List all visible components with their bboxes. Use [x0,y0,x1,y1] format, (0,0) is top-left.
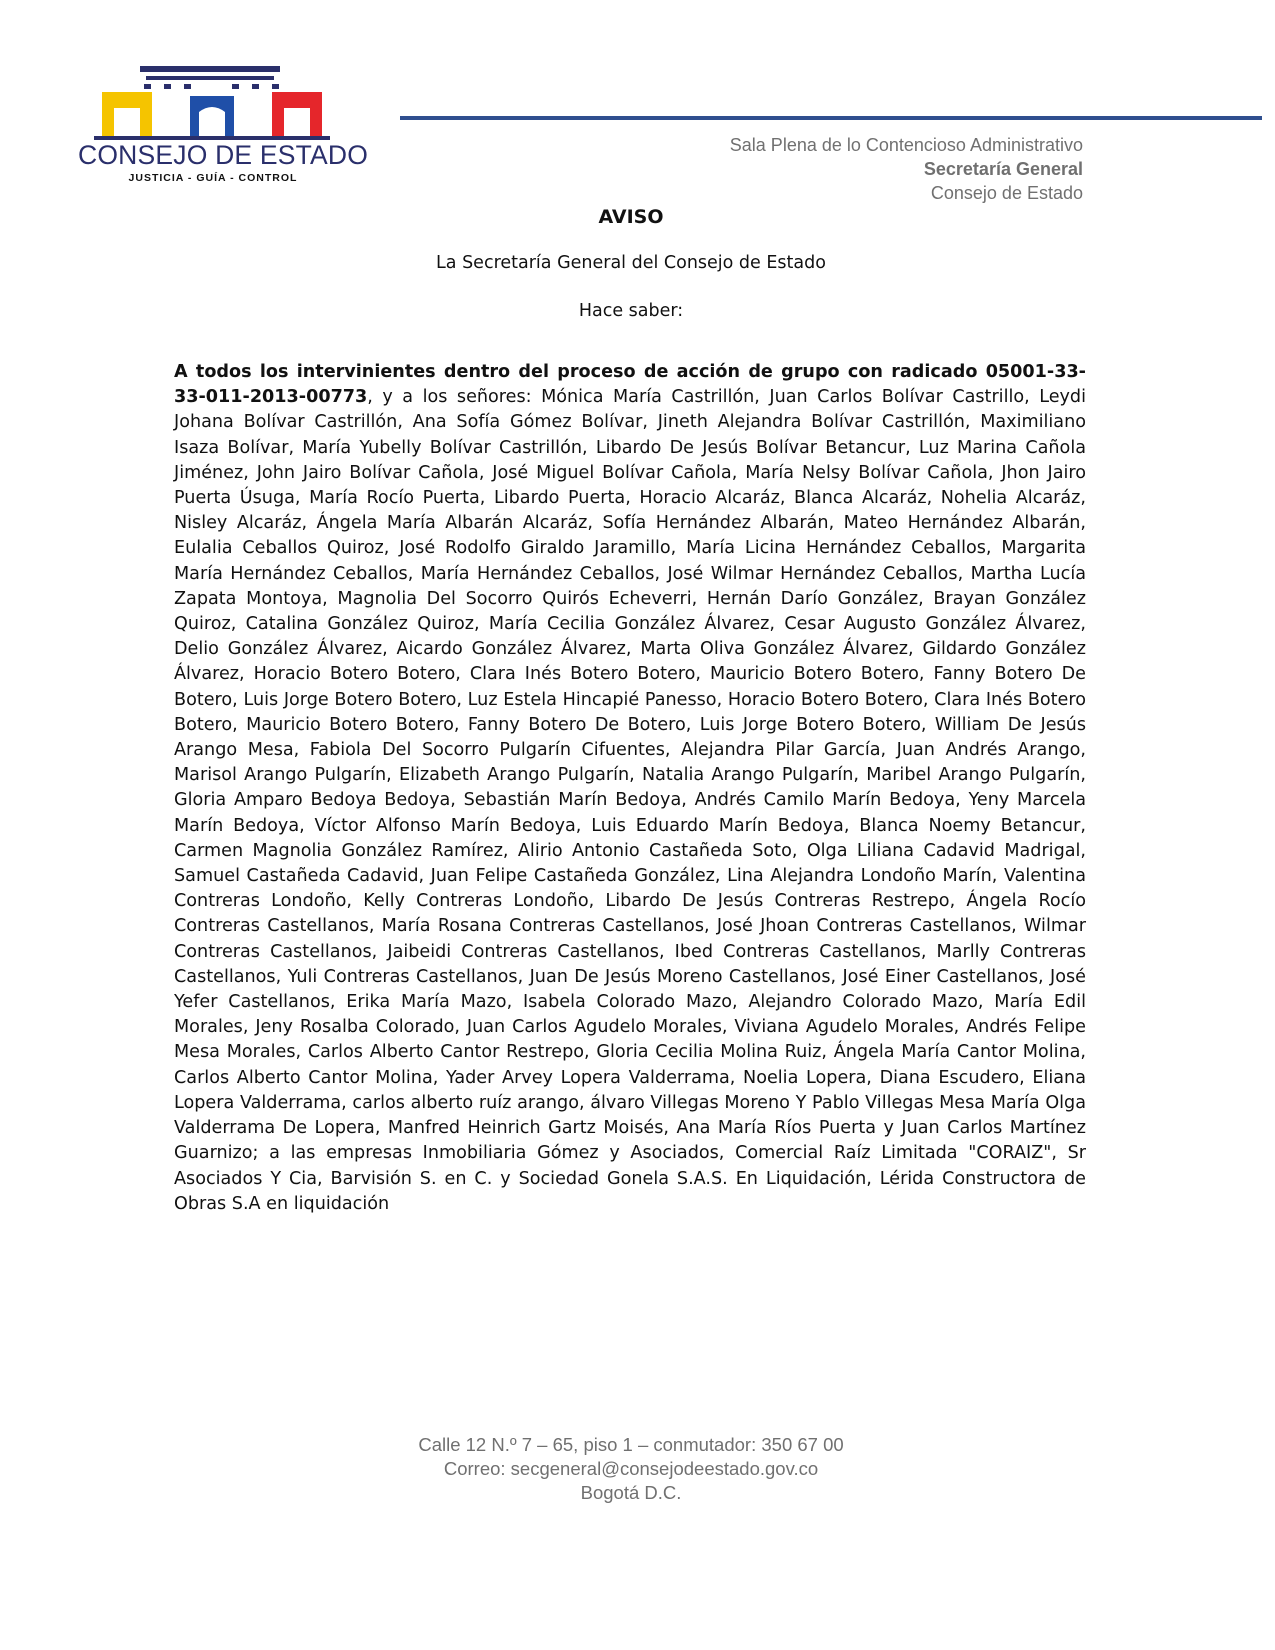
building-emblem-icon [78,66,348,144]
footer-city: Bogotá D.C. [580,1482,682,1503]
notice-body [174,360,1086,1217]
hace-saber-line: Hace saber: [578,301,684,321]
logo-name: CONSEJO DE ESTADO [78,140,369,170]
body-recipients: , y a los señores: Mónica María Castrillón, Juan Carlos Bolívar Castrillo, Leydi Johana Bolívar Castrillón, Ana Sofía Gómez Bolívar, Jineth Alejandra Bolívar Castrillón, Maximiliano Isaza Bolívar, María Yubelly Bolívar Castrillón, Libardo De Jesús Bolívar Betancur, Luz Marina Cañola Jiménez, John Jairo Bolívar Cañola, José Miguel Bolívar Cañola, María Nelsy Bolívar Cañola, Jhon Jairo Puerta Úsuga, María Rocío Puerta, Libardo Puerta, Horacio Alcaráz, Blanca Alcaráz, Nohelia Alcaráz, Nisley Alcaráz, Ángela María Albarán Alcaráz, Sofía Hernández Albarán, Mateo Hernández Albarán, Eulalia Ceballos Quiroz, José Rodolfo Giraldo Jaramillo, María Licina Hernández Ceballos, Margarita María Hernández Ceballos, María Hernández Ceballos, José Wilmar Hernández Ceballos, Martha Lucía Zapata Montoya, Magnolia Del Socorro Quirós Echeverri, Hernán Darío González, Brayan González Quiroz, Catalina González Quiroz, María Cecilia González Álvarez, Cesar Augusto González Álvarez, Delio González Álvarez, Aicardo González Álvarez, Marta Oliva González Álvarez, Gildardo González Álvarez, Horacio Botero Botero, Clara Inés Botero Botero, Mauricio Botero Botero, Fanny Botero De Botero, Luis Jorge Botero Botero, Luz Estela Hincapié Panesso, Horacio Botero Botero, Clara Inés Botero Botero, Mauricio Botero Botero, Fanny Botero De Botero, Luis Jorge Botero Botero, William De Jesús Arango Mesa, Fabiola Del Socorro Pulgarín Cifuentes, Alejandra Pilar García, Juan Andrés Arango, Marisol Arango Pulgarín, Elizabeth Arango Pulgarín, Natalia Arango Pulgarín, Maribel Arango Pulgarín, Gloria Amparo Bedoya Bedoya, Sebastián Marín Bedoya, Andrés Camilo Marín Bedoya, Yeny Marcela Marín Bedoya, Víctor Alfonso Marín Bedoya, Luis Eduardo Marín Bedoya, Blanca Noemy Betancur, Carmen Magnolia González Ramírez, Alirio Antonio Castañeda Soto, Olga Liliana Cadavid Madrigal, Samuel Castañeda Cadavid, Juan Felipe Castañeda González, Lina Alejandra Londoño Marín, Valentina Contreras Londoño, Kelly Contreras Londoño, Libardo De Jesús Contreras Restrepo, Ángela Rocío Contreras Castellanos, María Rosana Contreras Castellanos, José Jhoan Contreras Castellanos, Wilmar Contreras Castellanos, Jaibeidi Contreras Castellanos, Ibed Contreras Castellanos, Marlly Contreras Castellanos, Yuli Contreras Castellanos, Juan De Jesús Moreno Castellanos, José Einer Castellanos, José Yefer Castellanos, Erika María Mazo, Isabela Colorado Mazo, Alejandro Colorado Mazo, María Edil Morales, Jeny Rosalba Colorado, Juan Carlos Agudelo Morales, Viviana Agudelo Morales, Andrés Felipe Mesa Morales, Carlos Alberto Cantor Restrepo, Gloria Cecilia Molina Ruiz, Ángela María Cantor Molina, Carlos Alberto Cantor Molina, Yader Arvey Lopera Valderrama, Noelia Lopera, Diana Escudero, Eliana Lopera Valderrama, carlos alberto ruíz arango, álvaro Villegas Moreno Y Pablo Villegas Mesa María Olga Valderrama De Lopera, Manfred Heinrich Gartz Moisés, Ana María Ríos Puerta y Juan Carlos Martínez Guarnizo; a las empresas Inmobiliaria Gómez y Asociados, Comercial Raíz Limitada "CORAIZ", Sr Asociados Y Cia, Barvisión S. en C. y Sociedad Gonela S.A.S. En Liquidación, Lérida Constructora de Obras S.A en liquidación [174,387,1086,1214]
header-divider [400,116,1262,120]
header-office [730,133,1083,205]
footer-contact [0,1433,1262,1505]
header-line-secretaria: Secretaría General [923,159,1083,179]
footer-email: Correo: secgeneral@consejodeestado.gov.co [443,1458,819,1479]
logo-tagline: JUSTICIA - GUÍA - CONTROL [128,172,298,184]
consejo-de-estado-logo [78,66,369,191]
document-title: AVISO [598,206,664,228]
header-line-consejo: Consejo de Estado [930,183,1083,203]
body-lead-bold: A todos los intervinientes dentro del proceso de acción de grupo con radicado 05001-33-33-011-2013-00773 [174,362,1086,408]
intro-line: La Secretaría General del Consejo de Estado [436,253,826,273]
header-line-sala: Sala Plena de lo Contencioso Administrativo [729,135,1083,155]
footer-address: Calle 12 N.º 7 – 65, piso 1 – conmutador: 350 67 00 [418,1434,844,1455]
